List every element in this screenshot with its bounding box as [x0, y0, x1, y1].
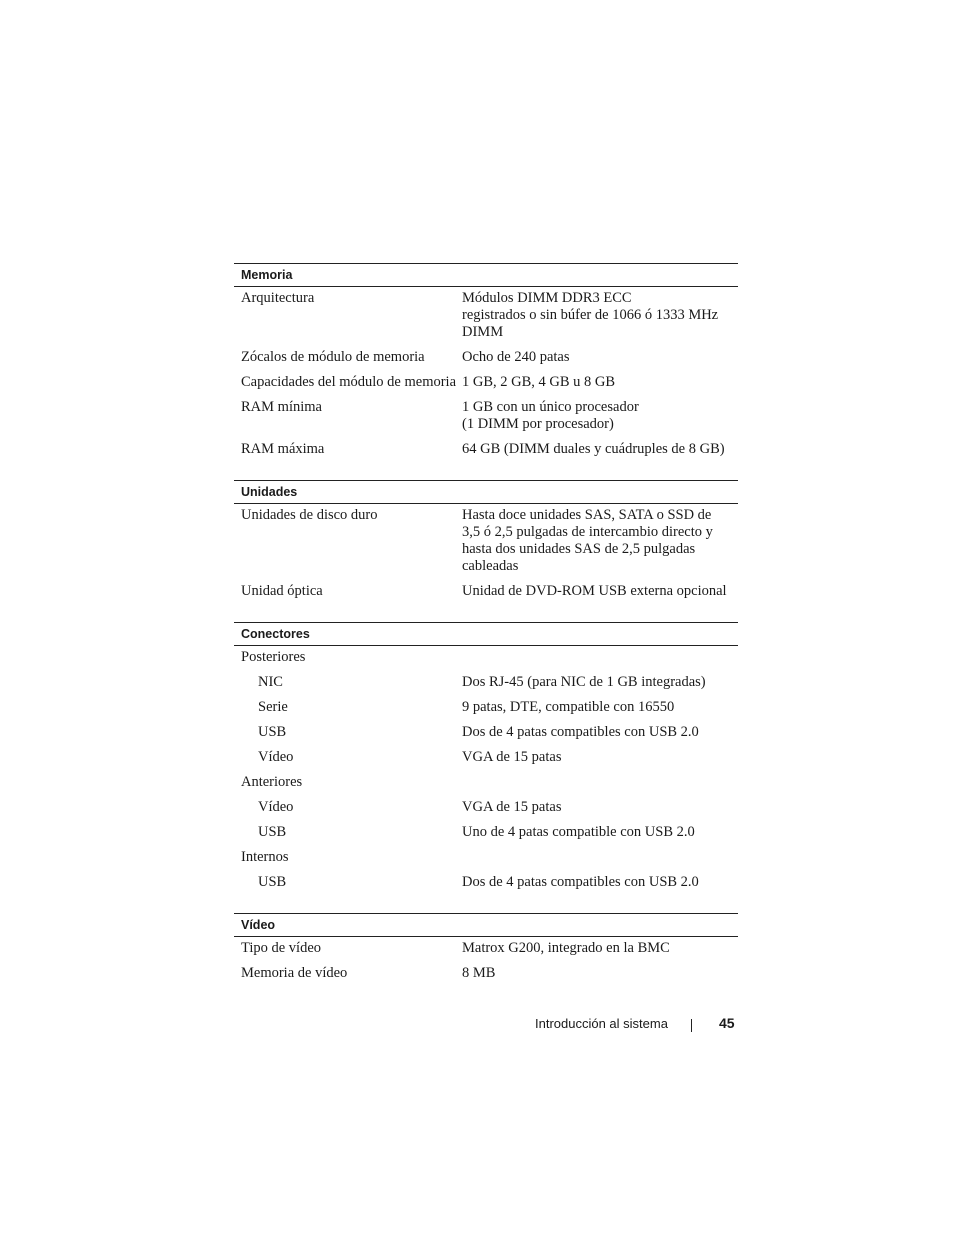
spec-value: Matrox G200, integrado en la BMC: [462, 940, 670, 956]
spec-label: NIC: [258, 674, 283, 690]
spec-row: [234, 874, 738, 899]
spec-value: 8 MB: [462, 965, 496, 981]
spec-label: Anteriores: [241, 774, 303, 790]
spec-label: Internos: [241, 849, 289, 865]
spec-label: Posteriores: [241, 649, 306, 665]
spec-row: [234, 849, 738, 874]
spec-value: Ocho de 240 patas: [462, 349, 570, 365]
spec-value: Dos de 4 patas compatibles con USB 2.0: [462, 874, 699, 890]
spec-row: [234, 674, 738, 699]
spec-section: [234, 480, 738, 608]
spec-value: [462, 849, 738, 866]
spec-value: 64 GB (DIMM duales y cuádruples de 8 GB): [462, 441, 725, 457]
section-heading: Conectores: [234, 622, 738, 646]
spec-row: [234, 824, 738, 849]
spec-value: Hasta doce unidades SAS, SATA o SSD de 3,5 ó 2,5 pulgadas de intercambio directo y hasta dos unidades SAS de 2,5 pulgadas cableadas: [462, 507, 713, 574]
spec-row: [234, 290, 738, 349]
spec-value: VGA de 15 patas: [462, 749, 562, 765]
spec-value: Dos de 4 patas compatibles con USB 2.0: [462, 724, 699, 740]
spec-value: 1 GB, 2 GB, 4 GB u 8 GB: [462, 374, 616, 390]
footer-separator: [691, 1019, 692, 1032]
spec-label: RAM mínima: [241, 399, 322, 415]
spec-label: Memoria de vídeo: [241, 965, 348, 981]
footer-chapter-title: Introducción al sistema: [535, 1016, 668, 1031]
spec-row: [234, 799, 738, 824]
spec-row: [234, 749, 738, 774]
spec-row: [234, 399, 738, 441]
spec-label: USB: [258, 724, 287, 740]
spec-section: [234, 263, 738, 466]
spec-row: [234, 349, 738, 374]
spec-value: Módulos DIMM DDR3 ECC registrados o sin búfer de 1066 ó 1333 MHz DIMM: [462, 290, 719, 340]
spec-label: Tipo de vídeo: [241, 940, 322, 956]
spec-row: [234, 724, 738, 749]
spec-value: 9 patas, DTE, compatible con 16550: [462, 699, 675, 715]
spec-value: VGA de 15 patas: [462, 799, 562, 815]
section-heading: Memoria: [234, 263, 738, 287]
spec-section: [234, 622, 738, 899]
spec-label: USB: [258, 874, 287, 890]
spec-row: [234, 507, 738, 583]
spec-value: Dos RJ-45 (para NIC de 1 GB integradas): [462, 674, 706, 690]
page-footer: [0, 1016, 954, 1036]
spec-value: [462, 774, 738, 791]
spec-value: Unidad de DVD-ROM USB externa opcional: [462, 583, 727, 599]
spec-row: [234, 649, 738, 674]
spec-value: Uno de 4 patas compatible con USB 2.0: [462, 824, 695, 840]
spec-value: 1 GB con un único procesador (1 DIMM por procesador): [462, 399, 639, 432]
spec-label: Serie: [258, 699, 288, 715]
spec-row: [234, 699, 738, 724]
spec-label: Capacidades del módulo de memoria: [241, 374, 457, 390]
spec-label: Zócalos de módulo de memoria: [241, 349, 425, 365]
spec-label: USB: [258, 824, 287, 840]
spec-table: [234, 263, 738, 1004]
spec-value: [462, 649, 738, 666]
spec-label: Unidades de disco duro: [241, 507, 378, 523]
spec-label: Unidad óptica: [241, 583, 323, 599]
spec-label: Vídeo: [258, 749, 294, 765]
spec-row: [234, 965, 738, 990]
spec-row: [234, 441, 738, 466]
section-heading: Unidades: [234, 480, 738, 504]
spec-row: [234, 583, 738, 608]
spec-label: Vídeo: [258, 799, 294, 815]
spec-row: [234, 374, 738, 399]
spec-row: [234, 774, 738, 799]
spec-label: Arquitectura: [241, 290, 315, 306]
spec-section: [234, 913, 738, 990]
section-heading: Vídeo: [234, 913, 738, 937]
page-number: 45: [719, 1015, 735, 1031]
spec-label: RAM máxima: [241, 441, 325, 457]
spec-row: [234, 940, 738, 965]
